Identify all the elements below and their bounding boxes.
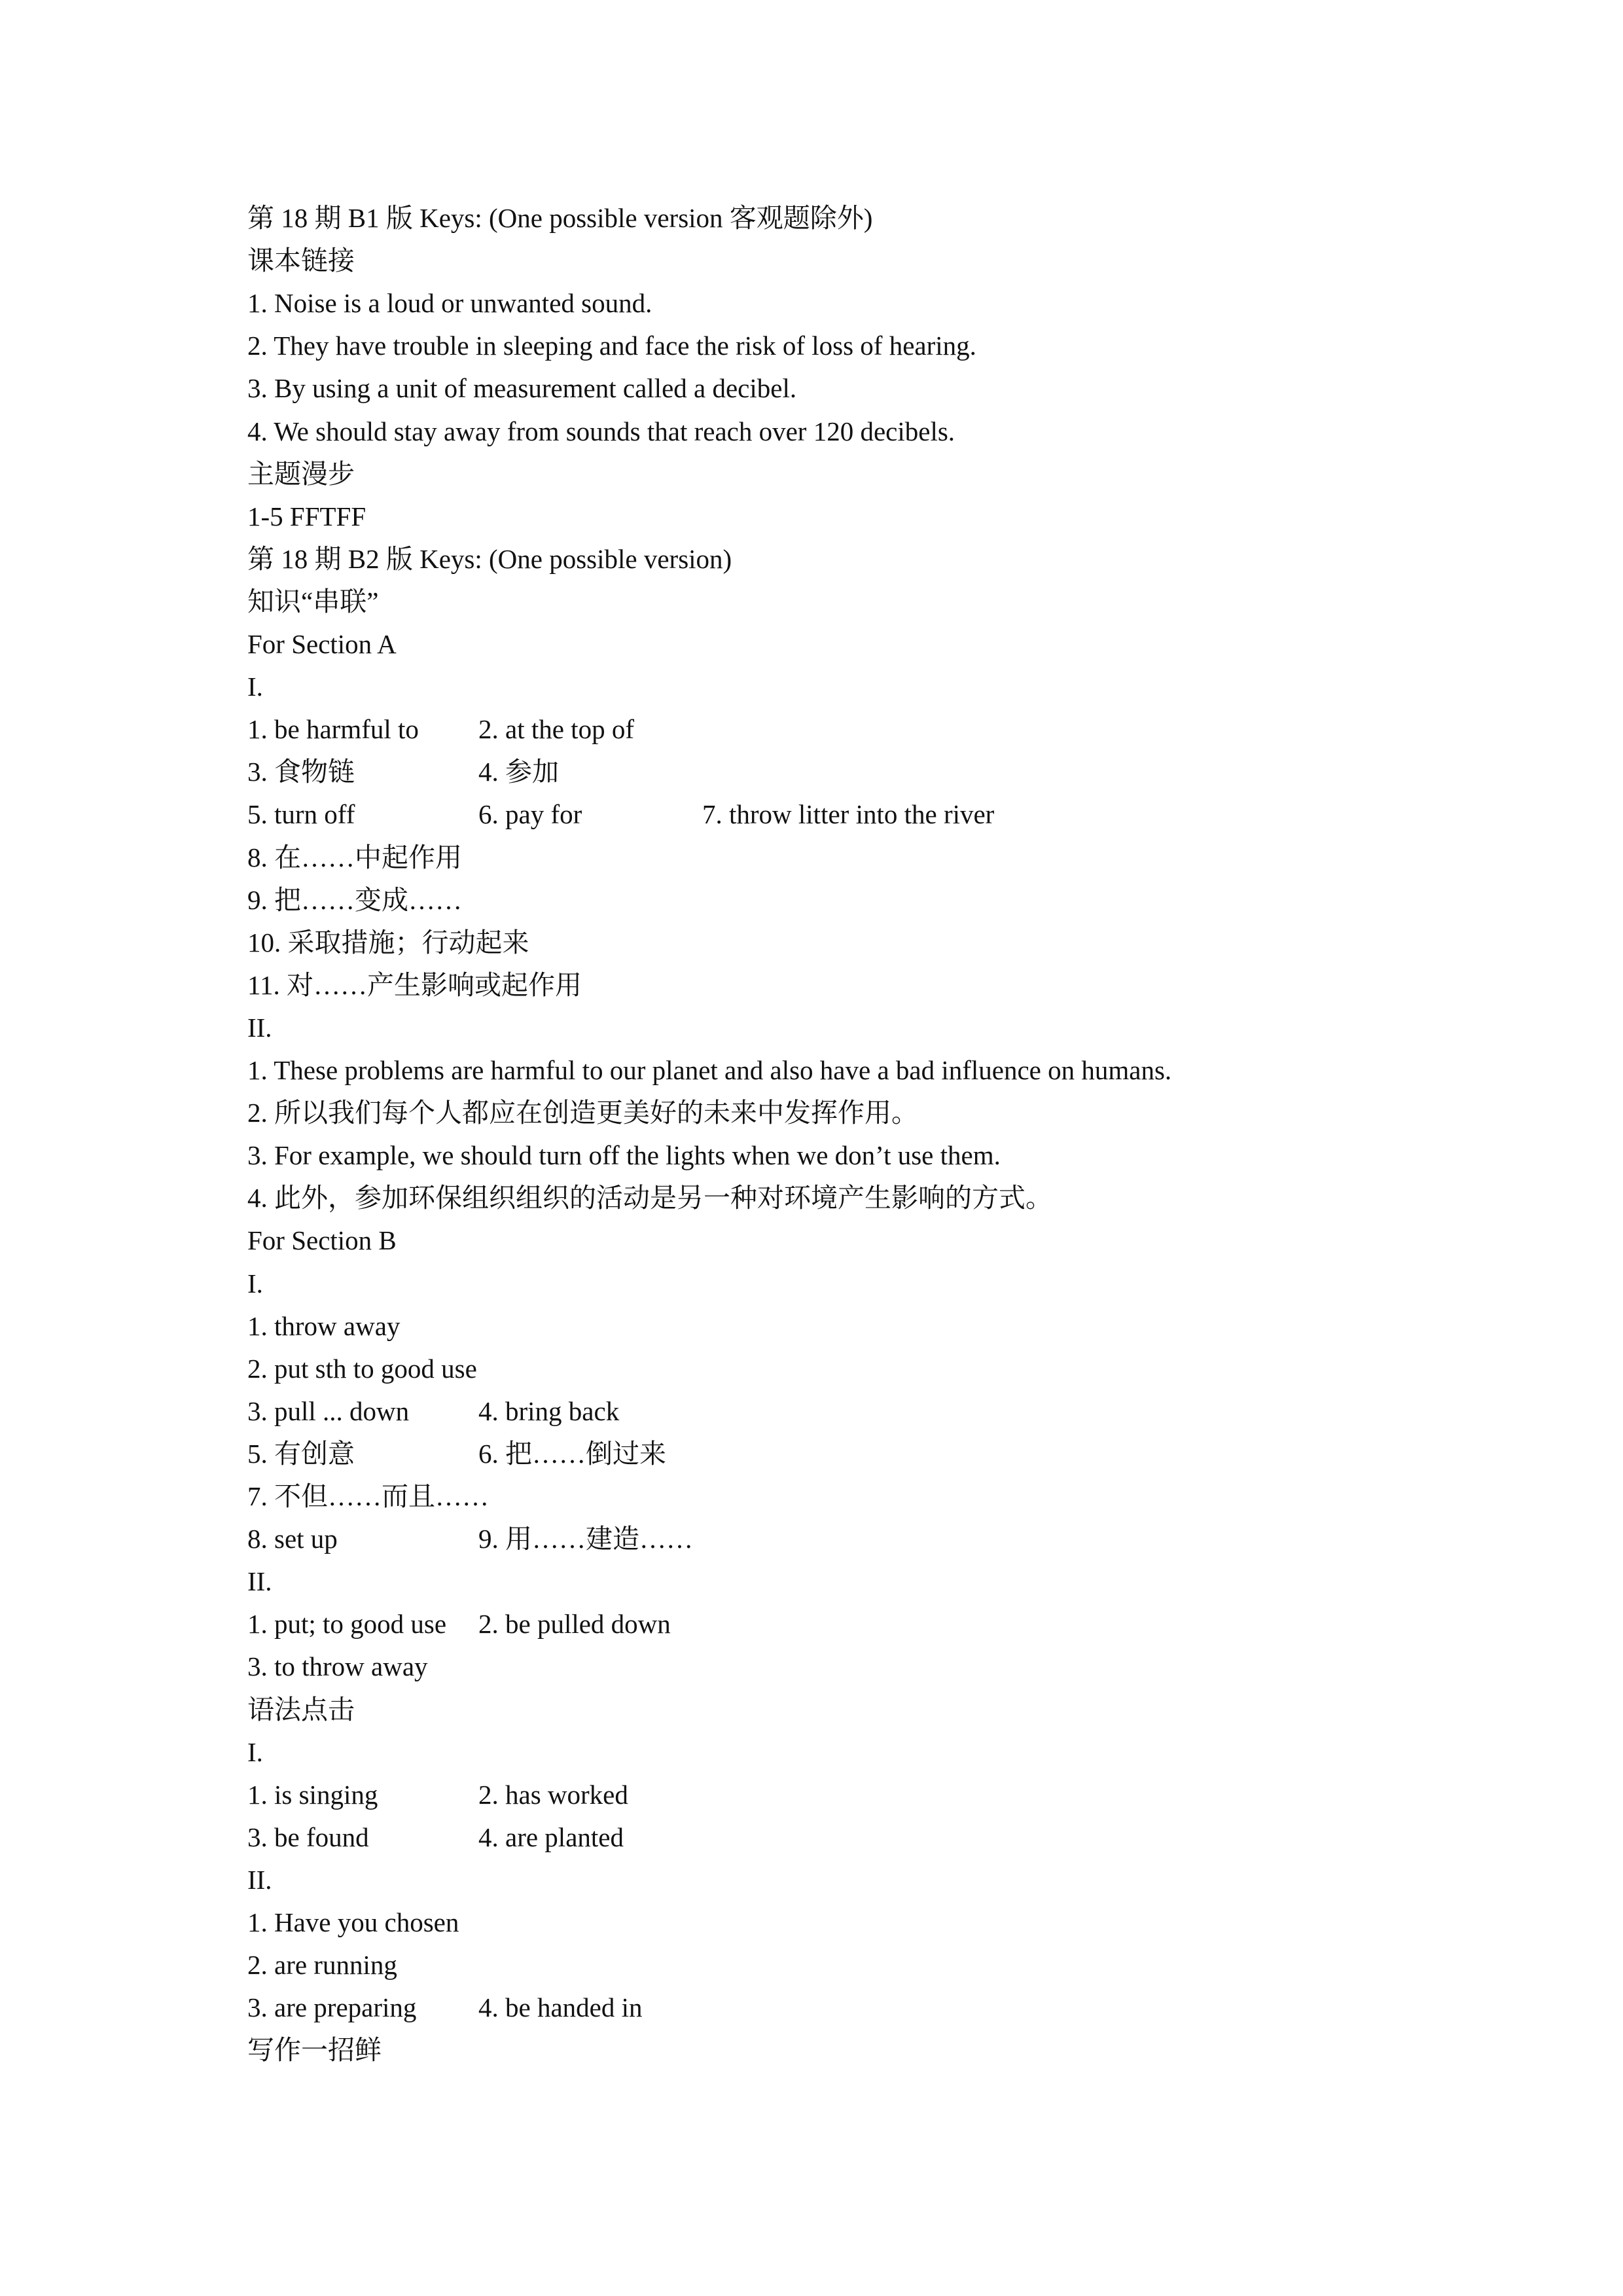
answer-cell: 9. 用……建造…… — [478, 1524, 693, 1554]
text-line: For Section B — [247, 1225, 397, 1256]
text-line: 语法点击 — [247, 1694, 355, 1725]
text-line — [247, 1432, 1425, 1475]
text-line: 4. We should stay away from sounds that reach over 120 decibels. — [247, 416, 955, 446]
answer-cell: 6. 把……倒过来 — [478, 1438, 666, 1469]
text-line: 3. By using a unit of measurement called a decibel. — [247, 373, 797, 404]
answer-cell: 3. 食物链 — [247, 757, 355, 787]
answer-cell: 3. be found — [247, 1821, 369, 1852]
text-line — [247, 708, 1425, 751]
text-line: 4. 此外，参加环保组织组织的活动是另一种对环境产生影响的方式。 — [247, 1183, 1052, 1213]
text-line: 知识“串联” — [247, 586, 379, 617]
answer-cell: 1. be harmful to — [247, 714, 419, 745]
text-line — [247, 750, 1425, 793]
text-line: 第 18 期 B2 版 Keys: (One possible version) — [247, 543, 732, 574]
answer-cell: 2. be pulled down — [478, 1609, 671, 1640]
text-line: 2. They have trouble in sleeping and face the risk of loss of hearing. — [247, 331, 976, 361]
text-line: 10. 采取措施；行动起来 — [247, 927, 529, 958]
text-line: I. — [247, 1736, 263, 1767]
text-line: II. — [247, 1012, 272, 1043]
text-line: 第 18 期 B1 版 Keys: (One possible version 客观题除外) — [247, 203, 873, 233]
text-line: 1-5 FFTFF — [247, 501, 366, 531]
answer-cell: 4. are planted — [478, 1821, 624, 1852]
answer-cell: 3. pull ... down — [247, 1395, 410, 1426]
text-line: 2. put sth to good use — [247, 1353, 477, 1384]
text-line: 写作一招鲜 — [247, 2035, 382, 2066]
answer-cell: 7. throw litter into the river — [702, 799, 995, 830]
text-line: 2. 所以我们每个人都应在创造更美好的未来中发挥作用。 — [247, 1098, 918, 1128]
text-line: 2. are running — [247, 1950, 397, 1981]
answer-cell: 2. has worked — [478, 1779, 628, 1810]
answer-cell: 4. bring back — [478, 1395, 620, 1426]
answer-cell: 5. 有创意 — [247, 1438, 355, 1469]
answer-cell: 4. be handed in — [478, 1992, 643, 2023]
text-line: 1. These problems are harmful to our planet and also have a bad influence on humans. — [247, 1055, 1172, 1085]
text-line: 9. 把……变成…… — [247, 884, 462, 915]
text-line: 1. Noise is a loud or unwanted sound. — [247, 288, 652, 319]
text-line — [247, 1773, 1425, 1816]
answer-cell: 6. pay for — [478, 799, 582, 830]
text-line: 3. to throw away — [247, 1651, 428, 1682]
text-line: For Section A — [247, 629, 397, 659]
text-line: 1. Have you chosen — [247, 1907, 459, 1937]
text-line — [247, 1816, 1425, 1859]
text-line — [247, 793, 1425, 836]
text-line: 8. 在……中起作用 — [247, 842, 462, 872]
text-line: 1. throw away — [247, 1310, 401, 1341]
answer-cell: 1. put; to good use — [247, 1609, 447, 1640]
answer-cell: 4. 参加 — [478, 757, 559, 787]
text-line: 3. For example, we should turn off the lights when we don’t use them. — [247, 1140, 1001, 1171]
text-line: I. — [247, 1268, 263, 1299]
answer-cell: 5. turn off — [247, 799, 355, 830]
answer-cell: 8. set up — [247, 1524, 338, 1554]
text-line: II. — [247, 1864, 272, 1895]
answer-cell: 2. at the top of — [478, 714, 634, 745]
text-line: II. — [247, 1566, 272, 1597]
text-line: 11. 对……产生影响或起作用 — [247, 969, 582, 1000]
text-line: 课本链接 — [247, 245, 355, 276]
text-line: 7. 不但……而且…… — [247, 1481, 489, 1511]
text-line — [247, 1602, 1425, 1645]
text-line: 主题漫步 — [247, 458, 355, 489]
text-line — [247, 1390, 1425, 1433]
text-line: I. — [247, 672, 263, 702]
text-line — [247, 1986, 1425, 2029]
text-line — [247, 1517, 1425, 1560]
answer-cell: 1. is singing — [247, 1779, 378, 1810]
answer-cell: 3. are preparing — [247, 1992, 417, 2023]
